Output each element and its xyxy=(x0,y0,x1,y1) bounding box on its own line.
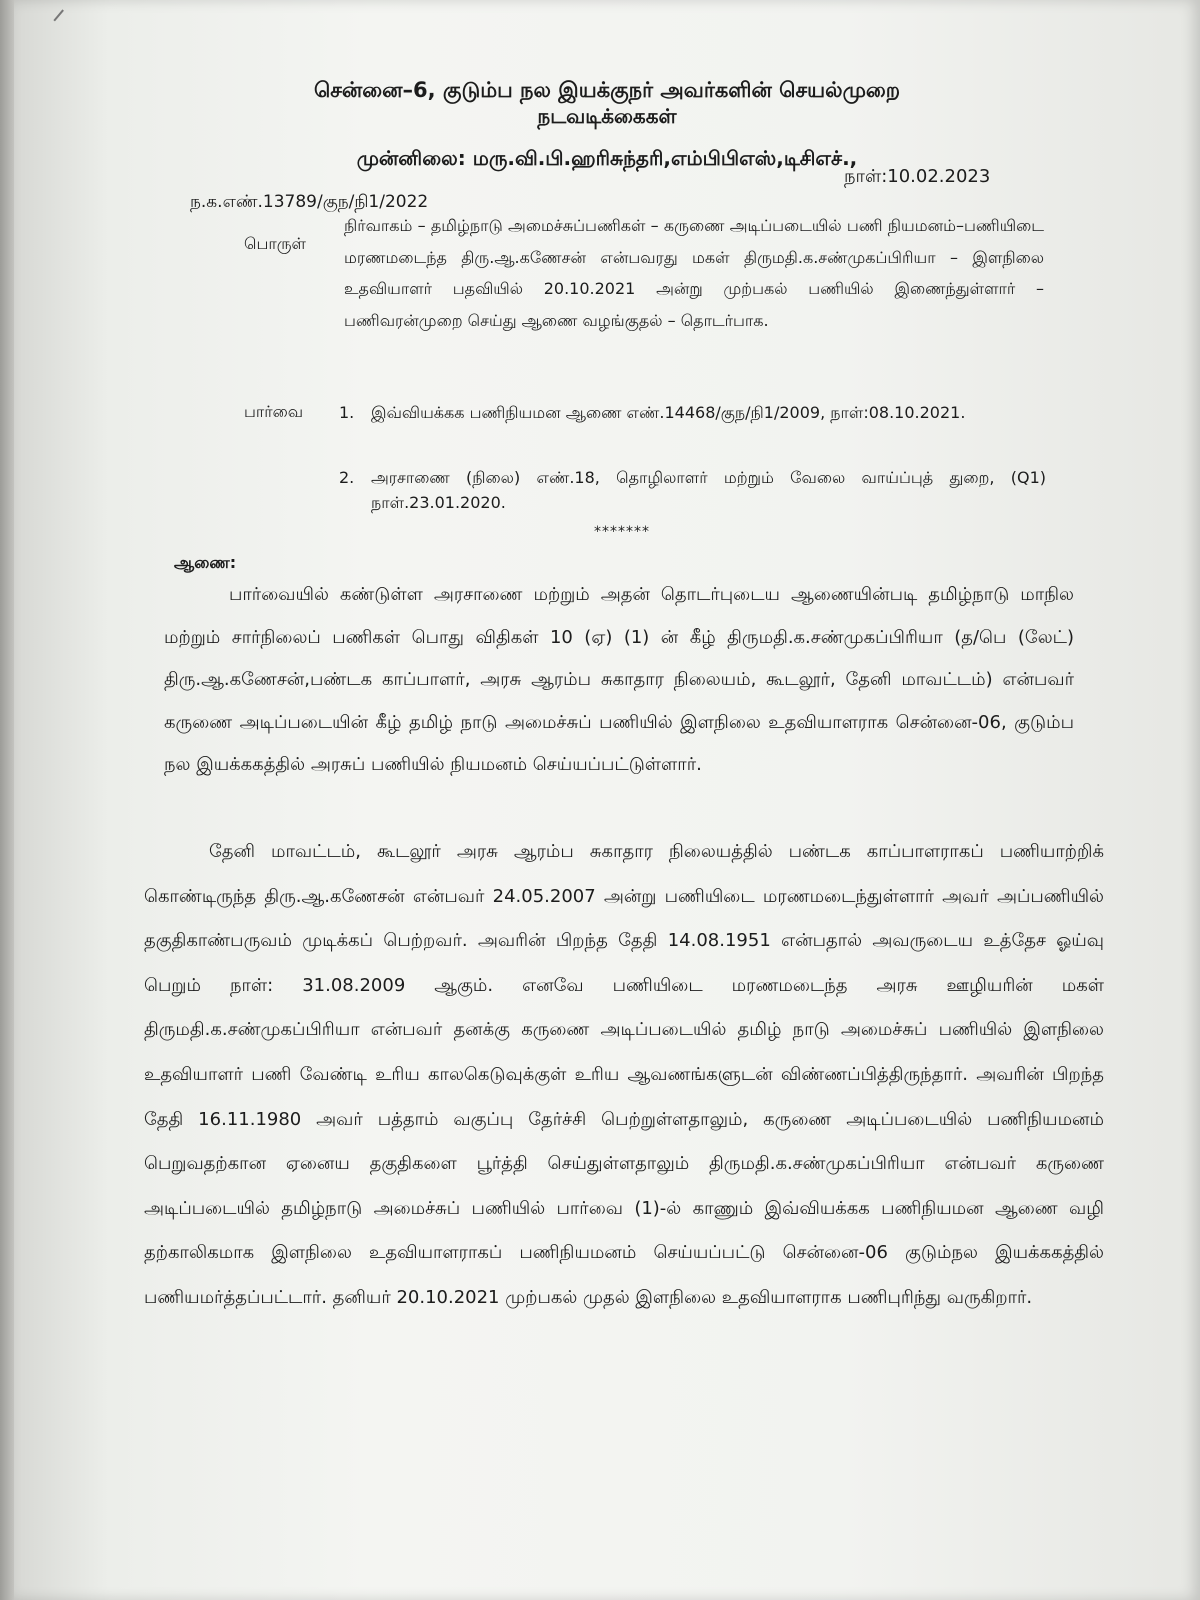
document-date: நாள்:10.02.2023 xyxy=(844,166,991,187)
references-label: பார்வை xyxy=(244,402,304,421)
header-presiding-officer: முன்னிலை: மரு.வி.பி.ஹரிசுந்தரி,எம்பிபிஎஸ்,டிசிஎச்., xyxy=(356,146,858,170)
order-paragraph-2-text: தேனி மாவட்டம், கூடலூர் அரசு ஆரம்ப சுகாதார நிலையத்தில் பண்டக காப்பாளராகப் பணியாற்றிக் கொண்டிருந்த திரு.ஆ.கணேசன் என்பவர் 24.05.2007 அன்று பணியிடை மரணமடைந்துள்ளார் அவர் அப்பணியில் தகுதிகாண்பருவம் முடிக்கப் பெற்றவர். அவரின் பிறந்த தேதி 14.08.1951 என்பதால் அவருடைய உத்தேச ஓய்வு பெறும் நாள்: 31.08.2009 ஆகும். எனவே பணியிடை மரணமடைந்த அரசு ஊழியரின் மகள் திருமதி.க.சண்முகப்பிரியா என்பவர் தனக்கு கருணை அடிப்படையில் தமிழ் நாடு அமைச்சுப் பணியில் இளநிலை உதவியாளர் பணி வேண்டி உரிய காலகெடுவுக்குள் உரிய ஆவணங்களுடன் விண்ணப்பித்திருந்தார். அவரின் பிறந்த தேதி 16.11.1980 அவர் பத்தாம் வகுப்பு தேர்ச்சி பெற்றுள்ளதாலும், கருணை அடிப்படையில் பணிநியமனம் பெறுவதற்கான ஏனைய தகுதிகளை பூர்த்தி செய்துள்ளதாலும் திருமதி.க.சண்முகப்பிரியா என்பவர் கருணை அடிப்படையில் தமிழ்நாடு அமைச்சுப் பணியில் பார்வை (1)-ல் காணும் இவ்வியக்கக பணிநியமன ஆணை வழி தற்காலிகமாக இளநிலை உதவியாளராகப் பணிநியமனம் செய்யப்பட்டு சென்னை-06 குடும்நல இயக்ககத்தில் பணியமர்த்தப்பட்டார். தனியர் 20.10.2021 முற்பகல் முதல் இளநிலை உதவியாளராக பணிபுரிந்து வருகிறார். xyxy=(144,841,1104,1308)
subject-label: பொருள் xyxy=(244,234,306,253)
reference-text-2: அரசாணை (நிலை) எண்.18, தொழிலாளர் மற்றும் வேலை வாய்ப்புத் துறை, (Q1) நாள்.23.01.2020. xyxy=(371,468,1046,512)
reference-number-1: 1. xyxy=(339,403,355,422)
pencil-mark xyxy=(38,0,64,21)
reference-item-2 xyxy=(339,465,1044,515)
header-line-1: சென்னை–6, குடும்ப நல இயக்குநர் அவர்களின் செயல்முறை xyxy=(313,78,901,102)
order-paragraph-1 xyxy=(164,574,1074,787)
order-paragraph-1-text: பார்வையில் கண்டுள்ள அரசாணை மற்றும் அதன் தொடர்புடைய ஆணையின்படி தமிழ்நாடு மாநில மற்றும் சார்நிலைப் பணிகள் பொது விதிகள் 10 (ஏ) (1) ன் கீழ் திருமதி.க.சண்முகப்பிரியா (த/பெ (லேட்) திரு.ஆ.கணேசன்,பண்டக காப்பாளர், அரசு ஆரம்ப சுகாதார நிலையம், கூடலூர், தேனி மாவட்டம்) என்பவர் கருணை அடிப்படையின் கீழ் தமிழ் நாடு அமைச்சுப் பணியில் இளநிலை உதவியாளராக சென்னை-06, குடும்ப நல இயக்ககத்தில் அரசுப் பணியில் நியமனம் செய்யப்பட்டுள்ளார். xyxy=(164,584,1074,776)
section-separator: ******* xyxy=(594,524,650,540)
order-label: ஆணை: xyxy=(174,553,237,572)
header-line-2: நடவடிக்கைகள் xyxy=(537,104,677,128)
document-page xyxy=(14,0,1200,1600)
reference-number: ந.க.எண்.13789/குந/நி1/2022 xyxy=(190,192,429,212)
order-paragraph-2 xyxy=(144,830,1104,1321)
subject-text: நிர்வாகம் – தமிழ்நாடு அமைச்சுப்பணிகள் – கருணை அடிப்படையில் பணி நியமனம்–பணியிடை மரணமடைந்த திரு.ஆ.கணேசன் என்பவரது மகள் திருமதி.க.சண்முகப்பிரியா – இளநிலை உதவியாளர் பதவியில் 20.10.2021 அன்று முற்பகல் பணியில் இணைந்துள்ளார் – பணிவரன்முறை செய்து ஆணை வழங்குதல் – தொடர்பாக. xyxy=(344,216,1044,330)
reference-text-1: இவ்வியக்கக பணிநியமன ஆணை எண்.14468/குந/நி1/2009, நாள்:08.10.2021. xyxy=(371,403,966,422)
reference-item-1 xyxy=(339,400,1044,450)
reference-number-2: 2. xyxy=(339,468,355,487)
